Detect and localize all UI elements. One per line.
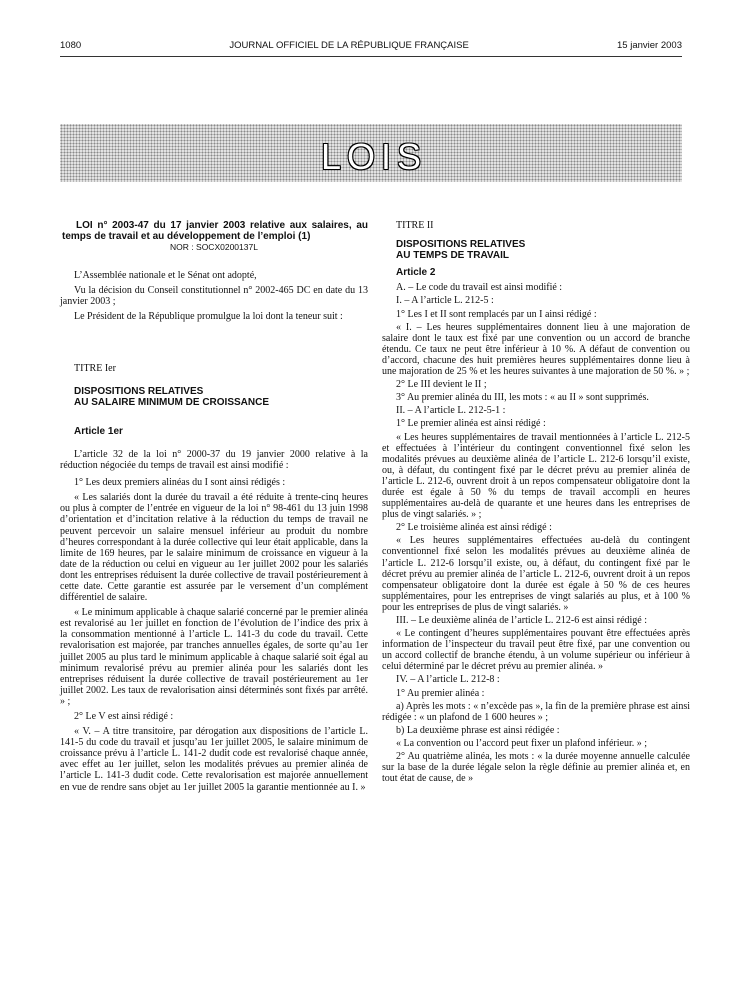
intro-paragraph: L’Assemblée nationale et le Sénat ont adopté, bbox=[74, 270, 257, 282]
body-paragraph: I. – A l’article L. 212-5 : bbox=[396, 295, 494, 307]
section-heading: AU SALAIRE MINIMUM DE CROISSANCE bbox=[74, 396, 270, 408]
body-paragraph: « Les salariés dont la durée du travail a été réduite à trente-cinq heures ou plus à compter de l’entrée en vigueur de la loi n° 98-461 du 13 juin 1998 d’orientation et d’incitation relative à la réduction du temps de travail ne peuvent percevoir un salaire mensuel inférieur au produit du nombre d’heures correspondant à la durée collective qui leur était applicable, dans la limite de 169 heures, par le salaire minimum de croissance en vigueur à la date de la réduction ou celui en vigueur au 1er juillet 2002 pour les salariés dont les entreprises réduisent la durée collective de travail postérieurement à cette date. Cette garantie est assurée par le versement d’un complément différentiel de salaire. bbox=[60, 492, 368, 604]
article-heading: Article 2 bbox=[396, 267, 436, 279]
intro-paragraph: Le Président de la République promulgue la loi dont la teneur suit : bbox=[74, 311, 343, 323]
issue-date: 15 janvier 2003 bbox=[617, 40, 682, 51]
body-paragraph: a) Après les mots : « n’excède pas », la fin de la première phrase est ainsi rédigée : « un plafond de 1 600 heures » ; bbox=[382, 700, 690, 723]
section-heading: DISPOSITIONS RELATIVES bbox=[396, 239, 526, 251]
body-paragraph: 1° Le premier alinéa est ainsi rédigé : bbox=[396, 418, 546, 430]
titre-heading: TITRE Ier bbox=[74, 362, 116, 374]
header-rule bbox=[60, 56, 682, 57]
section-heading: DISPOSITIONS RELATIVES bbox=[74, 385, 204, 397]
body-paragraph: b) La deuxième phrase est ainsi rédigée : bbox=[396, 724, 560, 736]
body-paragraph: A. – Le code du travail est ainsi modifié : bbox=[396, 282, 563, 294]
body-paragraph: 1° Les I et II sont remplacés par un I ainsi rédigé : bbox=[396, 308, 597, 320]
body-paragraph: III. – Le deuxième alinéa de l’article L. 212-6 est ainsi rédigé : bbox=[396, 615, 648, 626]
body-paragraph: « V. – A titre transitoire, par dérogation aux dispositions de l’article L. 141-5 du code du travail et jusqu’au 1er juillet 2005, le salaire minimum de croissance prévu à l’article L. 141-2 dudit code est revalorisé chaque année, avec effet au 1er juillet, selon les modalités prévues au premier alinéa de l’article L. 141-3 dudit code. Cette revalorisation est majorée annuellement en vue de rendre sans objet au 1er juillet 2005 la garantie mentionnée au I. » bbox=[60, 726, 368, 793]
body-paragraph: 2° Le troisième alinéa est ainsi rédigé : bbox=[396, 522, 552, 534]
body-paragraph: 2° Le III devient le II ; bbox=[396, 379, 487, 391]
law-title: LOI n° 2003-47 du 17 janvier 2003 relative aux salaires, au temps de travail et au développement de l’emploi (1) bbox=[62, 220, 368, 243]
right-column bbox=[382, 220, 690, 784]
section-heading: AU TEMPS DE TRAVAIL bbox=[396, 250, 509, 262]
titre-heading: TITRE II bbox=[396, 220, 434, 231]
body-paragraph: 2° Le V est ainsi rédigé : bbox=[74, 711, 174, 722]
body-paragraph: IV. – A l’article L. 212-8 : bbox=[396, 674, 500, 686]
body-paragraph: 3° Au premier alinéa du III, les mots : « au II » sont supprimés. bbox=[396, 392, 649, 404]
body-paragraph: « Le contingent d’heures supplémentaires pouvant être effectuées après information de l’inspecteur du travail peut être fixé, par une convention ou un accord collectif de branche étendu, à un volume supérieur ou inférieur à celui déterminé par le décret prévu au premier alinéa. » bbox=[382, 628, 690, 673]
body-paragraph: II. – A l’article L. 212-5-1 : bbox=[396, 405, 506, 417]
nor-reference: NOR : SOCX0200137L bbox=[170, 242, 258, 253]
body-paragraph: 2° Au quatrième alinéa, les mots : « la durée moyenne annuelle calculée sur la base de la durée légale selon la règle définie au premier alinéa et, en tout état de cause, de » bbox=[382, 751, 690, 785]
page-header bbox=[60, 40, 682, 51]
body-paragraph: « La convention ou l’accord peut fixer un plafond inférieur. » ; bbox=[396, 737, 648, 749]
section-title: LOIS bbox=[320, 136, 428, 177]
body-paragraph: « I. – Les heures supplémentaires donnent lieu à une majoration de salaire dont le taux est fixé par une convention ou un accord de branche étendu. Ce taux ne peut être inférieur à 10 %. A défaut de convention ou d’accord, chacune des huit premières heures supplémentaires donne lieu à une majoration de 25 % et les heures suivantes à une majoration de 50 %. » ; bbox=[382, 321, 690, 378]
body-paragraph: 1° Les deux premiers alinéas du I sont ainsi rédigés : bbox=[74, 477, 286, 489]
page-number: 1080 bbox=[60, 40, 82, 51]
left-column bbox=[60, 220, 368, 793]
article-heading: Article 1er bbox=[74, 425, 123, 437]
body-paragraph: « Les heures supplémentaires de travail mentionnées à l’article L. 212-5 et effectuées à l’intérieur du contingent conventionnel fixé selon les modalités prévues au deuxième alinéa de l’article L. 212-6 lorsqu’il existe, ou, à défaut, du contingent fixé par le décret prévu au premier alinéa de l’article L. 212-6, ouvrent droit à un repos compensateur obligatoire dont la durée est égale à 50 % du temps de travail accompli en heures supplémentaires au-delà de quarante et une heures dans les entreprises de plus de vingt salariés. » ; bbox=[382, 431, 690, 521]
journal-title: JOURNAL OFFICIEL DE LA RÉPUBLIQUE FRANÇAISE bbox=[229, 40, 469, 51]
body-paragraph: « Le minimum applicable à chaque salarié concerné par le premier alinéa est revalorisé au 1er juillet en fonction de l’évolution de l’indice des prix à la consommation mentionné à l’article L. 141-3 du code du travail. Cette revalorisation est majorée, par tranches annuelles égales, de sorte qu’au 1er juillet 2005 au plus tard le minimum applicable à chaque salarié soit égal au minimum revalorisé prévu au premier alinéa pour les salariés dont les entreprises réduisent la durée collective de travail postérieurement au 1er juillet 2002. Les taux de revalorisation ainsi déterminés sont fixés par arrêté. » ; bbox=[60, 607, 368, 707]
body-paragraph: 1° Au premier alinéa : bbox=[396, 687, 485, 699]
body-paragraph: « Les heures supplémentaires effectuées au-delà du contingent conventionnel fixé selon les modalités prévues au deuxième alinéa de l’article L. 212-6 lorsqu’il existe, ou, à défaut, du contingent fixé par le décret prévu au premier alinéa de l’article L. 212-6, ouvrent droit à un repos compensateur obligatoire dont la durée est égale à 50 % de ces heures supplémentaires, pour les entreprises de vingt salariés au plus, et à 100 % pour les entreprises de plus de vingt salariés. » bbox=[382, 535, 690, 613]
intro-paragraph: Vu la décision du Conseil constitutionnel n° 2002-465 DC en date du 13 janvier 2003 ; bbox=[60, 285, 368, 308]
body-paragraph: L’article 32 de la loi n° 2000-37 du 19 janvier 2000 relative à la réduction négociée du temps de travail est ainsi modifié : bbox=[60, 448, 368, 472]
